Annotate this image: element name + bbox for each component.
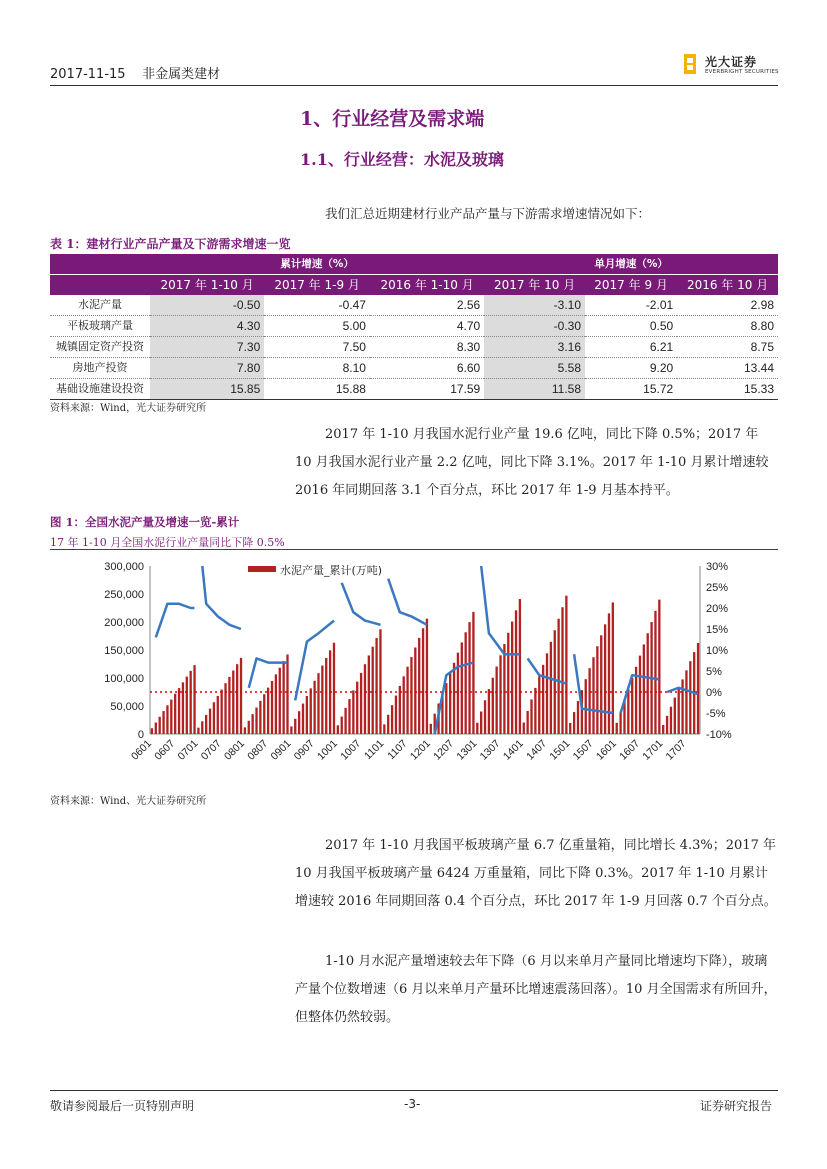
bar [662, 725, 664, 734]
section-heading: 1、行业经营及需求端 [300, 108, 485, 130]
bar [240, 658, 242, 734]
bar [546, 653, 548, 734]
bar [612, 602, 614, 734]
bar [325, 658, 327, 734]
bar [337, 725, 339, 734]
bar [565, 596, 567, 734]
header-category: 非金属类建材 [142, 67, 221, 82]
table-cell: 9.20 [585, 358, 677, 379]
x-tick-label: 1407 [524, 737, 550, 763]
x-tick-label: 1701 [640, 737, 666, 763]
bar [282, 661, 284, 734]
bar [654, 611, 656, 734]
table-cell: 6.21 [585, 337, 677, 358]
row-label: 平板玻璃产量 [50, 316, 150, 337]
bar [178, 688, 180, 734]
table-cell: 17.59 [370, 379, 484, 400]
right-tick-label: 25% [706, 582, 729, 594]
table-row [50, 337, 778, 358]
bar [422, 628, 424, 734]
x-tick-label: 1601 [593, 737, 619, 763]
bar [383, 724, 385, 734]
x-tick-label: 1501 [547, 737, 573, 763]
table-row [50, 358, 778, 379]
table-row [50, 316, 778, 337]
x-tick-label: 0707 [198, 737, 224, 763]
bar [232, 671, 234, 734]
chart-legend [248, 563, 382, 577]
row-label: 水泥产量 [50, 295, 150, 316]
x-tick-label: 1307 [477, 737, 503, 763]
bar [271, 681, 273, 734]
bar [414, 647, 416, 734]
bar [600, 635, 602, 734]
bar [523, 722, 525, 734]
bar [418, 638, 420, 734]
bar [488, 689, 490, 734]
bar [472, 612, 474, 734]
table-column-header [50, 275, 778, 296]
bar [290, 726, 292, 734]
bar [457, 653, 459, 734]
table-cell: 4.70 [370, 316, 484, 337]
bar [344, 708, 346, 734]
paragraph-summary: 1-10 月水泥产量增速较去年下降（6 月以来单月产量同比增速均下降），玻璃产量个位数增速（6 月以来单月产量环比增速震荡回落）。10 月全国需求有所回升，但整体仍然较弱。 [295, 954, 777, 1025]
x-tick-label: 1607 [617, 737, 643, 763]
table-cell: 15.85 [150, 379, 264, 400]
table-cell: 5.58 [484, 358, 585, 379]
table-cell: 5.00 [264, 316, 370, 337]
bar [495, 667, 497, 734]
footer-divider [50, 1090, 778, 1091]
left-tick-label: 250,000 [104, 589, 144, 601]
bar [348, 699, 350, 734]
bar [658, 600, 660, 734]
bar [554, 630, 556, 734]
col-header: 2016 年 10 月 [677, 275, 778, 296]
bar [507, 633, 509, 734]
table-cell: 8.75 [677, 337, 778, 358]
bar [275, 674, 277, 734]
bar [678, 689, 680, 735]
bar [306, 696, 308, 734]
x-axis-ticks [129, 737, 689, 762]
col-header: 2016 年 1-10 月 [370, 275, 484, 296]
paragraph-cement: 2017 年 1-10 月我国水泥行业产量 19.6 亿吨，同比下降 0.5%；2017 年 10 月我国水泥行业产量 2.2 亿吨，同比下降 3.1%。2017 年 1-10 月累计增速较 2016 年同期回落 3.1 个百分点，环比 2017 年 1-9 月基本持平。 [295, 427, 769, 498]
indicator-table [50, 254, 778, 400]
bar [224, 683, 226, 734]
left-tick-label: 0 [137, 729, 144, 741]
bar [445, 683, 447, 734]
table-row [50, 295, 778, 316]
bar [534, 688, 536, 734]
left-tick-label: 50,000 [110, 701, 144, 713]
col-header: 2017 年 1-10 月 [150, 275, 264, 296]
x-tick-label: 1201 [407, 737, 433, 763]
bar [484, 700, 486, 734]
logo-text-cn: 光大证券 [705, 55, 758, 69]
subsection-heading: 1.1、行业经营：水泥及玻璃 [300, 150, 504, 169]
bar [557, 619, 559, 734]
right-tick-label: 10% [706, 645, 729, 657]
table-cell: 8.80 [677, 316, 778, 337]
group-header-monthly: 单月增速（%） [484, 254, 778, 275]
bar [352, 690, 354, 734]
right-tick-label: 20% [706, 603, 729, 615]
right-tick-label: 5% [706, 666, 722, 678]
table-cell: 7.30 [150, 337, 264, 358]
table-cell: 15.72 [585, 379, 677, 400]
right-tick-label: 0% [706, 687, 722, 699]
bar [604, 624, 606, 734]
bar [205, 715, 207, 734]
table-cell: 11.58 [484, 379, 585, 400]
bar [647, 633, 649, 734]
left-tick-label: 100,000 [104, 673, 144, 685]
bar [461, 642, 463, 734]
table-cell: 7.50 [264, 337, 370, 358]
bar [685, 670, 687, 734]
bar [585, 679, 587, 734]
bar [170, 700, 172, 734]
bar [511, 622, 513, 734]
bar [151, 728, 153, 734]
bar [228, 677, 230, 734]
row-label: 城镇固定资产投资 [50, 337, 150, 358]
bar [356, 682, 358, 734]
bar-series [151, 596, 699, 734]
bar [313, 681, 315, 734]
x-tick-label: 1301 [454, 737, 480, 763]
bar [689, 661, 691, 734]
table-cell: 8.30 [370, 337, 484, 358]
bar [468, 622, 470, 734]
bar [372, 647, 374, 734]
bar [561, 607, 563, 734]
table-cell: 15.33 [677, 379, 778, 400]
bar [503, 644, 505, 734]
bar [403, 676, 405, 734]
bar [236, 664, 238, 734]
x-tick-label: 1707 [663, 737, 689, 763]
bar [251, 714, 253, 734]
table-cell: 2.98 [677, 295, 778, 316]
table-corner-sub [50, 275, 150, 296]
bar [619, 712, 621, 734]
bar [430, 724, 432, 734]
bar [391, 705, 393, 734]
bar [279, 668, 281, 734]
table-cell: -3.10 [484, 295, 585, 316]
table-cell: 2.56 [370, 295, 484, 316]
x-tick-label: 0907 [291, 737, 317, 763]
left-tick-label: 200,000 [104, 617, 144, 629]
bar [248, 721, 250, 734]
table-cell: -0.50 [150, 295, 264, 316]
table-cell: 4.30 [150, 316, 264, 337]
left-axis-ticks [104, 561, 150, 741]
bar [213, 702, 215, 734]
bar [286, 654, 288, 734]
footer-page-number: -3- [404, 1097, 421, 1111]
bar [341, 717, 343, 734]
cement-output-chart [50, 552, 778, 784]
intro-text: 我们汇总近期建材行业产品产量与下游需求增速情况如下： [325, 206, 651, 221]
bar [162, 711, 164, 734]
bar [360, 673, 362, 734]
x-tick-label: 1207 [431, 737, 457, 763]
bar [499, 655, 501, 734]
x-tick-label: 1001 [314, 737, 340, 763]
right-tick-label: 15% [706, 624, 729, 636]
col-header: 2017 年 10 月 [484, 275, 585, 296]
table-source: 资料来源：Wind，光大证券研究所 [50, 403, 207, 414]
bar [310, 688, 312, 734]
bar [193, 665, 195, 734]
bar [639, 656, 641, 734]
x-tick-label: 0601 [129, 737, 155, 763]
right-tick-label: 30% [706, 561, 729, 573]
bar [201, 721, 203, 734]
table-cell: 6.60 [370, 358, 484, 379]
table-cell: 13.44 [677, 358, 778, 379]
x-tick-label: 1107 [385, 737, 410, 763]
bar [259, 701, 261, 734]
logo-text-en: EVERBRIGHT SECURITIES [705, 69, 779, 75]
table-corner [50, 254, 150, 275]
bar [573, 712, 575, 734]
bar [592, 657, 594, 734]
bar [294, 719, 296, 734]
bar [321, 666, 323, 734]
bar [666, 716, 668, 734]
table-cell: 15.88 [264, 379, 370, 400]
figure-title: 图 1：全国水泥产量及增速一览-累计 [50, 515, 240, 529]
legend-label: 水泥产量_累计(万吨) [280, 564, 383, 577]
bar [155, 723, 157, 734]
bar [426, 619, 428, 734]
bar [182, 682, 184, 734]
bar [379, 629, 381, 734]
bar [616, 723, 618, 734]
x-tick-label: 1007 [338, 737, 364, 763]
bar [449, 673, 451, 734]
header-date-category [50, 63, 220, 82]
bar [538, 676, 540, 734]
bar [530, 699, 532, 734]
bar [375, 638, 377, 734]
right-tick-label: -5% [706, 708, 726, 720]
bar [244, 727, 246, 734]
table-group-header [50, 254, 778, 275]
bar [166, 705, 168, 734]
row-label: 房地产投资 [50, 358, 150, 379]
x-tick-label: 0701 [175, 737, 201, 763]
bar [670, 707, 672, 734]
bar [569, 723, 571, 734]
bar [674, 698, 676, 734]
bar [476, 723, 478, 734]
bar [263, 694, 265, 734]
table-cell: 7.80 [150, 358, 264, 379]
table-cell: 8.10 [264, 358, 370, 379]
row-label: 基础设施建设投资 [50, 379, 150, 400]
bar [596, 646, 598, 734]
bar [631, 678, 633, 734]
table-cell: 0.50 [585, 316, 677, 337]
bar [174, 694, 176, 734]
x-tick-label: 0807 [245, 737, 271, 763]
logo-mark-icon [684, 54, 694, 74]
figure-source: 资料来源：Wind、光大证券研究所 [50, 796, 207, 807]
bar [387, 715, 389, 734]
x-tick-label: 0901 [268, 737, 294, 763]
bar [364, 664, 366, 734]
x-tick-label: 0801 [222, 737, 248, 763]
x-tick-label: 0607 [152, 737, 178, 763]
figure-divider [50, 549, 778, 550]
table-cell: 3.16 [484, 337, 585, 358]
bar [627, 689, 629, 734]
bar [406, 667, 408, 734]
right-tick-label: -10% [706, 729, 732, 741]
left-tick-label: 300,000 [104, 561, 144, 573]
col-header: 2017 年 9 月 [585, 275, 677, 296]
table-cell: -0.47 [264, 295, 370, 316]
bar [190, 671, 192, 734]
bar [186, 677, 188, 734]
bar [453, 663, 455, 734]
bar [399, 686, 401, 734]
bar [267, 688, 269, 734]
bar [519, 599, 521, 734]
bar [333, 643, 335, 734]
bar [550, 642, 552, 734]
footer-disclaimer: 敬请参阅最后一页特别声明 [50, 1099, 195, 1113]
bar [159, 717, 161, 734]
bar [515, 610, 517, 734]
bar [395, 696, 397, 734]
bar [220, 690, 222, 734]
left-tick-label: 150,000 [104, 645, 144, 657]
bar [465, 632, 467, 734]
table-row [50, 379, 778, 400]
bar [492, 678, 494, 734]
x-tick-label: 1101 [361, 737, 387, 763]
bar [480, 712, 482, 734]
table-cell: -0.30 [484, 316, 585, 337]
bar [317, 673, 319, 734]
table-cell: -2.01 [585, 295, 677, 316]
paragraph-glass: 2017 年 1-10 月我国平板玻璃产量 6.7 亿重量箱，同比增长 4.3%；2017 年 10 月我国平板玻璃产量 6424 万重量箱，同比下降 0.3%。2017 年 1-10 月累计增速较 2016 年同期回落 0.4 个百分点，环比 2017 年 1-9 月回落 0.7 个百分点。 [295, 838, 777, 909]
bar [197, 728, 199, 734]
bar [368, 655, 370, 734]
bar [302, 704, 304, 734]
legend-swatch-icon [248, 566, 276, 572]
bar [255, 707, 257, 734]
header-divider [50, 85, 778, 86]
table-title: 表 1：建材行业产品产量及下游需求增速一览 [50, 237, 291, 251]
bar [588, 668, 590, 734]
x-tick-label: 1507 [570, 737, 596, 763]
bar [526, 711, 528, 734]
bar [608, 613, 610, 734]
bar [298, 711, 300, 734]
bar [577, 701, 579, 734]
bar [217, 696, 219, 734]
col-header: 2017 年 1-9 月 [264, 275, 370, 296]
bar [697, 643, 699, 734]
bar [643, 644, 645, 734]
header-date: 2017-11-15 [50, 67, 126, 82]
group-header-cumulative: 累计增速（%） [150, 254, 484, 275]
bar [209, 709, 211, 734]
bar [410, 657, 412, 734]
x-tick-label: 1401 [500, 737, 526, 763]
figure-subtitle: 17 年 1-10 月全国水泥行业产量同比下降 0.5% [50, 536, 285, 549]
footer-report-type: 证券研究报告 [700, 1099, 773, 1113]
